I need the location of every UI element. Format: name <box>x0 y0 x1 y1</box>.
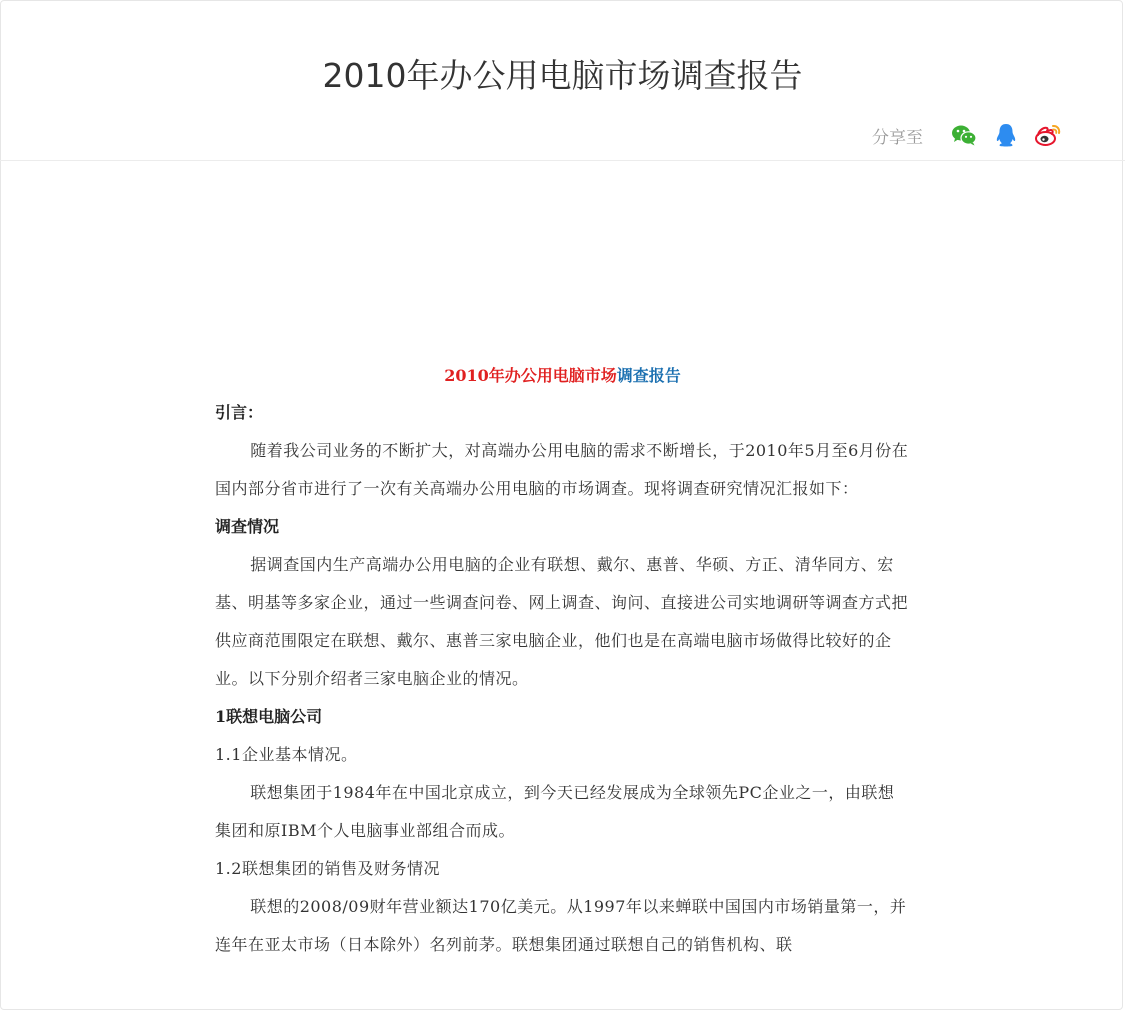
share-bar <box>872 120 1063 150</box>
page-header <box>0 0 1125 161</box>
survey-paragraph: 据调查国内生产高端办公用电脑的企业有联想、戴尔、惠普、华硕、方正、清华同方、宏基、明基等多家企业，通过一些调查问卷、网上调查、询问、直接进公司实地调研等调查方式把供应商范围限定在联想、戴尔、惠普三家电脑企业，他们也是在高端电脑市场做得比较好的企业。以下分别介绍者三家电脑企业的情况。 <box>215 555 909 688</box>
document-title-link[interactable]: 调查报告 <box>616 366 681 385</box>
subsection-1-1-paragraph: 联想集团于1984年在中国北京成立，到今天已经发展成为全球领先PC企业之一，由联想集团和原IBM个人电脑事业部组合而成。 <box>215 783 895 840</box>
weibo-icon[interactable] <box>1033 120 1063 150</box>
share-label: 分享至 <box>872 127 923 148</box>
intro-heading: 引言： <box>215 403 264 422</box>
ad-placeholder <box>215 175 910 345</box>
page-title: 2010年办公用电脑市场调查报告 <box>322 56 803 95</box>
document-title <box>215 358 910 394</box>
intro-paragraph: 随着我公司业务的不断扩大，对高端办公用电脑的需求不断增长，于2010年5月至6月份在国内部分省市进行了一次有关高端办公用电脑的市场调查。现将调查研究情况汇报如下： <box>215 441 909 498</box>
document-title-red: 2010年办公用电脑市场 <box>444 366 617 385</box>
subsection-1-1-heading: 1.1企业基本情况。 <box>215 745 358 764</box>
wechat-icon[interactable] <box>949 120 979 150</box>
section-1-heading: 1联想电脑公司 <box>215 707 323 726</box>
subsection-1-2-heading: 1.2联想集团的销售及财务情况 <box>215 859 440 878</box>
qq-icon[interactable] <box>991 120 1021 150</box>
article-body <box>215 358 910 964</box>
survey-heading: 调查情况 <box>215 517 280 536</box>
subsection-1-2-paragraph: 联想的2008/09财年营业额达170亿美元。从1997年以来蝉联中国国内市场销量第一，并连年在亚太市场（日本除外）名列前茅。联想集团通过联想自己的销售机构、联 <box>215 897 907 954</box>
